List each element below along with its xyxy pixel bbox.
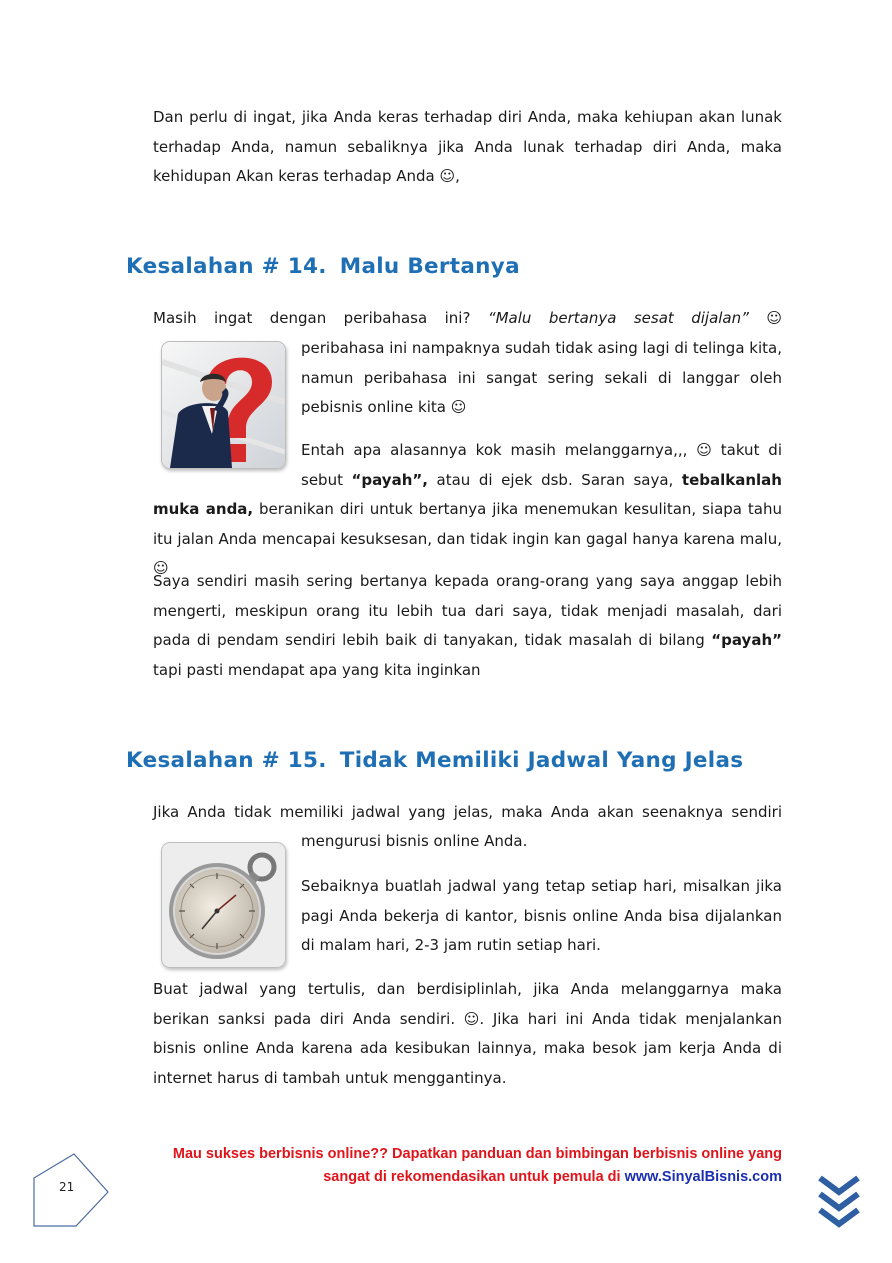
section-14-p2 [153,436,782,584]
text: tapi pasti mendapat apa yang kita inginkan [153,660,481,679]
text: Entah apa alasannya kok masih melanggarnya,,, ☺ takut di sebut [301,441,782,489]
bold-payah: “payah”, [351,470,428,489]
text: beranikan diri untuk bertanya jika menemukan kesulitan, siapa tahu itu jalan Anda mencapai kesuksesan, dan tidak ingin kan gagal hanya karena malu, ☺ [153,500,782,577]
footer-promo [100,1143,782,1189]
text: Saya sendiri masih sering bertanya kepada orang-orang yang saya anggap lebih mengerti, meskipun orang itu lebih tua dari saya, tidak menjadi masalah, dari pada di pendam sendiri lebih baik di tanyakan, tidak masalah di bilang [153,572,782,649]
section-15-p3: Buat jadwal yang tertulis, dan berdisiplinlah, jika Anda melanggarnya maka berikan sanksi pada diri Anda sendiri. ☺. Jika hari ini Anda tidak menjalankan bisnis online Anda karena ada kesibukan lainnya, maka besok jam kerja Anda di internet harus di tambah untuk menggantinya. [153,980,782,1087]
page-number: 21 [59,1180,75,1194]
section-15-p1-wrap: mengurusi bisnis online Anda. [301,832,528,850]
section-14-number: Kesalahan # 14. [126,254,327,279]
bold-payah: “payah” [711,631,782,649]
text: Masih ingat dengan peribahasa ini? [153,309,488,327]
stopwatch-illustration [162,843,285,967]
section-14-p3 [153,567,782,685]
site-link[interactable]: www.SinyalBisnis.com [624,1169,782,1185]
section-15-heading [126,748,743,773]
section-15-title: Tidak Memiliki Jadwal Yang Jelas [339,748,744,773]
section-15-p1-first-line: Jika Anda tidak memiliki jadwal yang jelas, maka Anda akan seenaknya sendiri [153,803,782,821]
footer-line-1: Mau sukses berbisnis online?? Dapatkan panduan dan bimbingan berbisnis online yang [172,1146,782,1162]
chevron-down-icon[interactable] [816,1172,862,1232]
section-14-heading [126,254,520,279]
section-15-number: Kesalahan # 15. [126,748,327,773]
page-number-tab [32,1152,110,1230]
smiley: ☺ [748,309,782,327]
triple-chevron-icon [816,1172,862,1232]
section-14-p1-wrap: peribahasa ini nampaknya sudah tidak asing lagi di telinga kita, namun peribahasa ini sangat sering sekali di langgar oleh pebisnis online kita ☺ [301,339,782,416]
text: sangat di rekomendasikan untuk pemula di [323,1169,625,1185]
text: atau di ejek dsb. Saran saya, [427,470,682,489]
section-14-title: Malu Bertanya [339,254,520,279]
float-spacer [153,436,301,494]
section-14-p1-first-line [153,304,782,334]
stopwatch-image [161,842,286,968]
bold-advice: tebalkanlah muka anda, [153,470,782,518]
footer-line-2 [100,1166,782,1189]
proverb-quote: “Malu bertanya sesat dijalan” [487,309,749,327]
section-15-p2: Sebaiknya buatlah jadwal yang tetap setiap hari, misalkan jika pagi Anda bekerja di kantor, bisnis online Anda bisa dijalankan di malam hari, 2-3 jam rutin setiap hari. [301,877,782,954]
intro-paragraph: Dan perlu di ingat, jika Anda keras terhadap diri Anda, maka kehiupan akan lunak terhadap Anda, namun sebaliknya jika Anda lunak terhadap diri Anda, maka kehidupan Akan keras terhadap Anda ☺, [153,108,782,185]
